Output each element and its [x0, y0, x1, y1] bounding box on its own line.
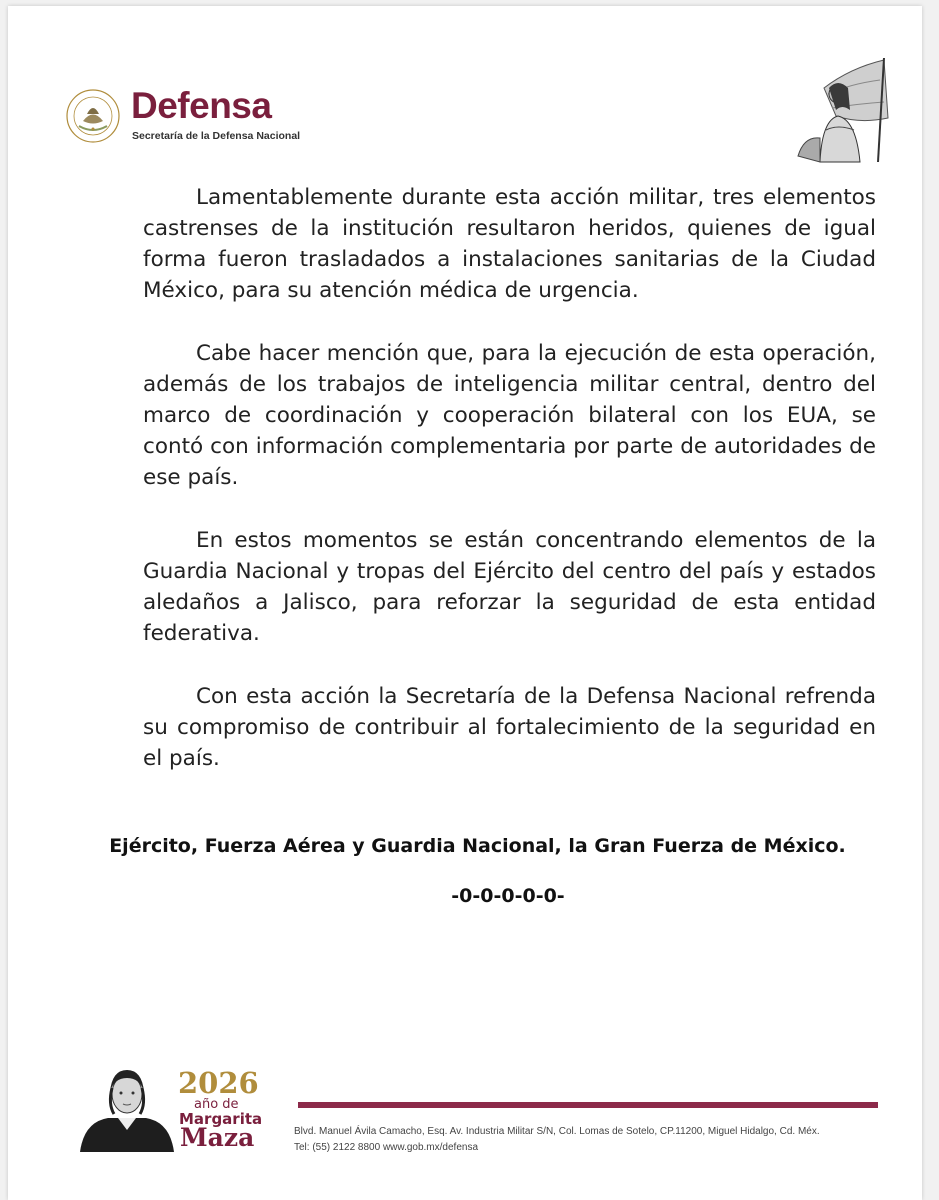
end-mark: -0-0-0-0-0- [451, 885, 565, 907]
national-seal-icon [65, 88, 121, 144]
paragraph-1: Lamentablemente durante esta acción militar, tres elementos castrenses de la institución resultaron heridos, quienes de igual forma fueron trasladados a instalaciones sanitarias de la Ciudad México, para su atención médica de urgencia. [143, 185, 876, 303]
brand-subtitle: Secretaría de la Defensa Nacional [132, 130, 301, 142]
year-caption: año de [194, 1097, 239, 1112]
brand-name: Defensa [131, 85, 272, 126]
footer-address [294, 1124, 820, 1156]
honoree-first-name: Margarita [179, 1110, 263, 1128]
address-line: Blvd. Manuel Ávila Camacho, Esq. Av. Industria Militar S/N, Col. Lomas de Sotelo, CP.11200, Miguel Hidalgo, Cd. Méx. [294, 1126, 820, 1137]
heroine-illustration [780, 58, 892, 166]
document-body [143, 182, 876, 806]
paragraph-4: Con esta acción la Secretaría de la Defensa Nacional refrenda su compromiso de contribuir al fortalecimiento de la seguridad en el país. [143, 684, 876, 771]
paragraph-2: Cabe hacer mención que, para la ejecución de esta operación, además de los trabajos de inteligencia militar central, dentro del marco de coordinación y cooperación bilateral con los EUA, se contó con información complementaria por parte de autoridades de ese país. [143, 341, 876, 490]
year-label: 2026 [178, 1066, 259, 1100]
document-page [8, 6, 922, 1200]
margarita-maza-portrait [78, 1064, 176, 1152]
contact-line: Tel: (55) 2122 8800 www.gob.mx/defensa [294, 1142, 478, 1153]
paragraph-3: En estos momentos se están concentrando elementos de la Guardia Nacional y tropas del Ejército del centro del país y estados aledaños a Jalisco, para reforzar la seguridad de esta entidad federativa. [143, 528, 876, 646]
honoree-last-name: Maza [180, 1123, 255, 1152]
closing-motto: Ejército, Fuerza Aérea y Guardia Nacional, la Gran Fuerza de México. [109, 835, 846, 857]
footer-rule [298, 1102, 878, 1108]
